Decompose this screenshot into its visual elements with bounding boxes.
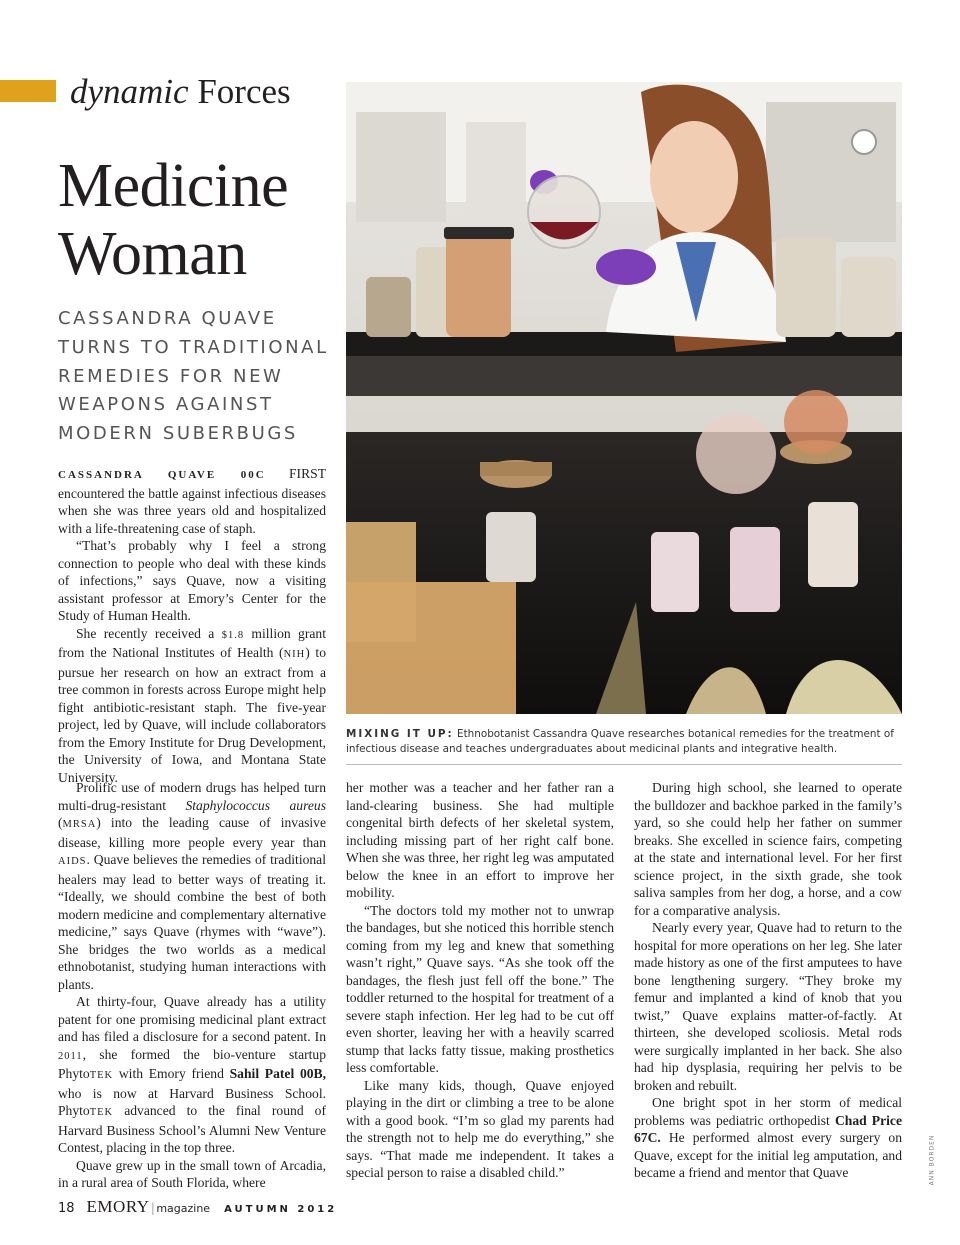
deck-line-1: CASSANDRA QUAVE: [58, 308, 277, 329]
caption-label: MIXING IT UP:: [346, 728, 454, 740]
section-title: [70, 70, 291, 114]
paragraph: Nearly every year, Quave had to return to the hospital for more operations on her leg. She later made history as one of the first amputees to have bone lengthening surgery. “They broke my femur and implanted a kind of knob that you twist,” Quave explains matter-of-factly. At thirteen, she developed scoliosis. Metal rods were surgically implanted in her back. She also had hip dysplasia, requiring her pelvis to be broken and rebuilt.: [634, 920, 902, 1093]
photo-credit-text: ANN BORDEN: [928, 1134, 936, 1186]
paragraph: “The doctors told my mother not to unwrap the bandages, but she noticed this horrible stench coming from my leg and knew that something wasn’t right,” Quave says. “As she took off the bandages, the flesh just fell off the bone.” The toddler returned to the hospital for treatment of a severe staph infection. Her leg had to be cut off even shorter, leaving her with a heavily scarred stump that lacks fatty tissue, making prosthetics less comfortable.: [346, 902, 614, 1075]
body-column-1-top: [58, 465, 326, 786]
body-column-2: [346, 779, 614, 1182]
magazine-word: magazine: [156, 1202, 211, 1215]
section-color-bar: [0, 80, 56, 102]
body-column-1-bottom: [58, 779, 326, 1192]
paragraph: During high school, she learned to operate the bulldozer and backhoe parked in the family’s yard, so she could help her father on summer breaks. She excelled in science fairs, competing at the state and international level. For her first science project, in the sixth grade, she took saliva samples from her dog, a horse, and a cow for a comparative analysis.: [634, 780, 902, 918]
paragraph: She recently received a $1.8 million grant from the National Institutes of Health (NIH) to pursue her research on how an extract from a tree common in forests across Europe might help fight antibiotic-resistant staph. The five-year project, led by Quave, will include collaborators from the Emory Institute for Drug Development, the University of Iowa, and Montana State University.: [58, 625, 326, 785]
lab-photo-illustration: [346, 82, 902, 714]
alumni-name: Chad Price 67C.: [634, 1112, 902, 1145]
paragraph: Quave grew up in the small town of Arcadia, in a rural area of South Florida, where: [58, 1157, 326, 1190]
headline-line-1: Medicine: [58, 152, 289, 220]
alumni-name: Sahil Patel 00B,: [229, 1066, 327, 1081]
photo-credit: [912, 1130, 952, 1190]
body-column-3: [634, 779, 902, 1182]
footer-separator: |: [151, 1201, 155, 1216]
paragraph: At thirty-four, Quave already has a utility patent for one promising medicinal plant extract and has filed a disclosure for a second patent. In 2011, she formed the bio-venture startup PhytoTEK with Emory friend Sahil Patel 00B, who is now at Harvard Business School. PhytoTEK advanced to the final round of Harvard Business School’s Alumni New Venture Contest, placing in the top three.: [58, 994, 327, 1155]
section-title-word: Forces: [197, 72, 291, 111]
paragraph: her mother was a teacher and her father ran a land-clearing business. She had multiple congenital birth defects of her skeletal system, including missing part of her right calf bone. When she was three, her right leg was amputated below the knee in an effort to improve her mobility.: [346, 780, 614, 900]
deck-line-5: MODERN SUBERBUGS: [58, 423, 298, 445]
page-number: 18: [58, 1201, 75, 1216]
paragraph: One bright spot in her storm of medical problems was pediatric orthopedist Chad Price 67C. He performed almost every surgery on Quave, except for the initial leg amputation, and became a friend and mentor that Quave: [634, 1095, 902, 1180]
paragraph: Prolific use of modern drugs has helped turn multi-drug-resistant Staphylococcus aureus (MRSA) into the leading cause of invasive disease, killing more people every year than AIDS. Quave believes the remedies of traditional healers may lead to better ways of treating it. “Ideally, we should combine the best of both modern medicine and complementary alternative medicine,” says Quave (rhymes with “wave”). She bridges the two worlds as a medical ethnobotanist, studying human interactions with plants.: [58, 780, 326, 992]
caption-divider: [346, 764, 902, 765]
magazine-brand: EMORY: [86, 1197, 150, 1216]
lead-in: CASSANDRA QUAVE 00C: [58, 469, 266, 481]
deck-line-3: REMEDIES FOR NEW: [58, 365, 284, 387]
paragraph: “That’s probably why I feel a strong connection to people who deal with these kinds of infections,” says Quave, now a visiting assistant professor at Emory’s Center for the Study of Human Health.: [58, 538, 326, 623]
paragraph: Like many kids, though, Quave enjoyed playing in the dirt or climbing a tree to be alone with a good book. “I’m so glad my parents had the strength not to help me do everything,” she says. “That made me independent. It takes a special person to raise a disabled child.”: [346, 1077, 614, 1180]
article-deck: [58, 305, 338, 449]
headline-line-2: Woman: [58, 220, 247, 288]
paragraph: CASSANDRA QUAVE 00C FIRST encountered the battle against infectious diseases when she was three years old and hospitalized with a life-threatening case of staph.: [58, 466, 326, 536]
photo-caption: [346, 727, 902, 757]
issue-date: AUTUMN 2012: [224, 1204, 338, 1215]
feature-photo: [346, 82, 902, 714]
page-footer: [58, 1197, 337, 1217]
deck-line-2: TURNS TO TRADITIONAL: [58, 336, 329, 358]
caption-text: Ethnobotanist Cassandra Quave researches botanical remedies for the treatment of infectious disease and teaches undergraduates about medicinal plants and integrative health.: [346, 728, 894, 755]
deck-line-4: WEAPONS AGAINST: [58, 394, 274, 416]
article-headline: [58, 152, 348, 288]
section-title-italic: dynamic: [70, 72, 189, 111]
